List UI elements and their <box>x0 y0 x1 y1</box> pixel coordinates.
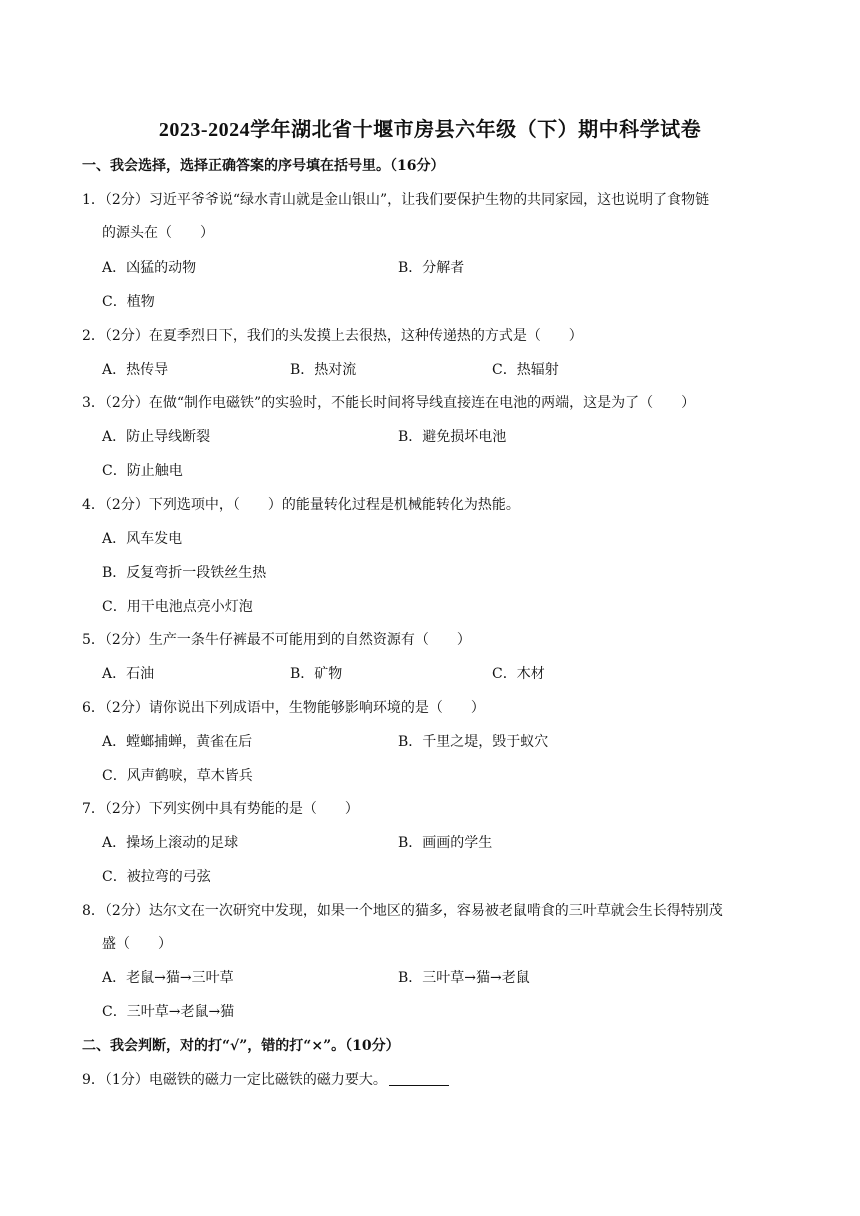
question-4-text: 4．（2分）下列选项中，（ ）的能量转化过程是机械能转化为热能。 <box>82 497 520 513</box>
question-8-text: 8．（2分）达尔文在一次研究中发现，如果一个地区的猫多，容易被老鼠啃食的三叶草就会生长得特别茂 <box>82 903 723 919</box>
question-8-option-a[interactable]: A．老鼠→猫→三叶草 <box>102 970 234 986</box>
question-1-option-c[interactable]: C．植物 <box>102 294 155 310</box>
question-2-option-b[interactable]: B．热对流 <box>290 362 357 378</box>
question-6-option-c[interactable]: C．风声鹤唳，草木皆兵 <box>102 768 253 784</box>
question-2-option-a[interactable]: A．热传导 <box>102 362 169 378</box>
question-4-option-a[interactable]: A．风车发电 <box>102 531 183 547</box>
question-1-text-cont: 的源头在（ ） <box>102 225 214 241</box>
question-9-row <box>82 1069 449 1089</box>
question-9-answer-blank[interactable] <box>389 1071 449 1086</box>
exam-title: 2023-2024学年湖北省十堰市房县六年级（下）期中科学试卷 <box>158 119 702 141</box>
question-4-option-b[interactable]: B．反复弯折一段铁丝生热 <box>102 565 267 581</box>
question-3-option-b[interactable]: B．避免损坏电池 <box>398 429 507 445</box>
question-5-text: 5．（2分）生产一条牛仔裤最不可能用到的自然资源有（ ） <box>82 632 471 648</box>
question-8-text-cont: 盛（ ） <box>102 936 172 952</box>
question-3-text: 3．（2分）在做“制作电磁铁”的实验时，不能长时间将导线直接连在电池的两端，这是为了（ ） <box>82 395 696 411</box>
question-1-option-b[interactable]: B．分解者 <box>398 260 465 276</box>
question-3-option-c[interactable]: C．防止触电 <box>102 463 183 479</box>
question-6-option-a[interactable]: A．螳螂捕蝉，黄雀在后 <box>102 734 253 750</box>
question-5-option-b[interactable]: B．矿物 <box>290 666 343 682</box>
question-5-option-c[interactable]: C．木材 <box>492 666 545 682</box>
question-8-option-b[interactable]: B．三叶草→猫→老鼠 <box>398 970 530 986</box>
question-2-option-c[interactable]: C．热辐射 <box>492 362 559 378</box>
question-2-text: 2．（2分）在夏季烈日下，我们的头发摸上去很热，这种传递热的方式是（ ） <box>82 328 583 344</box>
question-9-text: 9．（1分）电磁铁的磁力一定比磁铁的磁力要大。 <box>82 1072 387 1088</box>
question-7-option-c[interactable]: C．被拉弯的弓弦 <box>102 869 211 885</box>
question-7-option-a[interactable]: A．操场上滚动的足球 <box>102 835 239 851</box>
question-6-option-b[interactable]: B．千里之堤，毁于蚁穴 <box>398 734 549 750</box>
section-2-heading: 二、我会判断，对的打“√”，错的打“×”。（10分） <box>82 1038 400 1054</box>
question-4-option-c[interactable]: C．用干电池点亮小灯泡 <box>102 599 253 615</box>
section-1-heading: 一、我会选择，选择正确答案的序号填在括号里。（16分） <box>82 158 445 174</box>
question-7-option-b[interactable]: B．画画的学生 <box>398 835 493 851</box>
question-1-option-a[interactable]: A．凶猛的动物 <box>102 260 197 276</box>
question-8-option-c[interactable]: C．三叶草→老鼠→猫 <box>102 1004 235 1020</box>
question-1-text: 1．（2分）习近平爷爷说“绿水青山就是金山银山”，让我们要保护生物的共同家园，这也说明了食物链 <box>82 192 710 208</box>
question-3-option-a[interactable]: A．防止导线断裂 <box>102 429 211 445</box>
question-7-text: 7．（2分）下列实例中具有势能的是（ ） <box>82 801 359 817</box>
question-6-text: 6．（2分）请你说出下列成语中，生物能够影响环境的是（ ） <box>82 700 485 716</box>
question-5-option-a[interactable]: A．石油 <box>102 666 155 682</box>
